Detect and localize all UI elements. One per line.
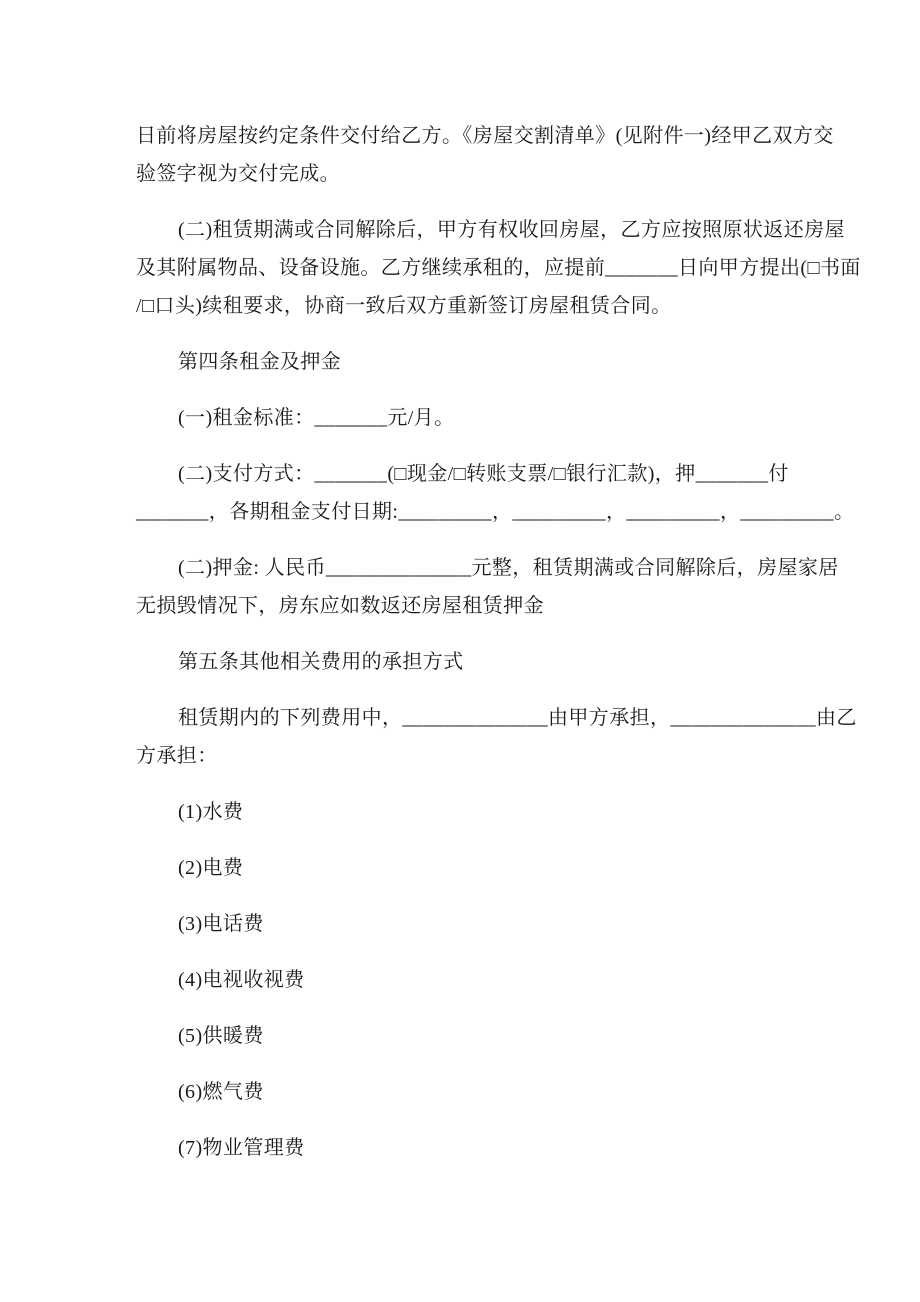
contract-paragraph	[136, 1073, 792, 1111]
contract-text-line: (7)物业管理费	[178, 1137, 305, 1159]
contract-paragraph	[136, 211, 861, 325]
contract-paragraph	[136, 343, 792, 381]
contract-text-line: 第五条其他相关费用的承担方式	[178, 651, 464, 673]
contract-text-line: 租赁期内的下列费用中，______________由甲方承担，______________由乙	[178, 707, 857, 729]
contract-text-line: (二)租赁期满或合同解除后，甲方有权收回房屋，乙方应按照原状返还房屋	[178, 219, 845, 241]
contract-text-line: 验签字视为交付完成。	[136, 163, 340, 185]
contract-paragraph	[136, 961, 792, 999]
contract-text-line: 及其附属物品、设备设施。乙方继续承租的，应提前_______日向甲方提出(□书面	[136, 257, 861, 279]
contract-text-line: (二)押金: 人民币______________元整，租赁期满或合同解除后，房屋家居	[178, 557, 839, 579]
contract-text-line: 日前将房屋按约定条件交付给乙方。《房屋交割清单》(见附件一)经甲乙双方交	[136, 125, 834, 147]
contract-text-line: (5)供暖费	[178, 1025, 264, 1047]
contract-paragraph	[136, 549, 839, 625]
contract-paragraph	[136, 399, 792, 437]
contract-text-line: (2)电费	[178, 857, 244, 879]
contract-text-line: (一)租金标准：_______元/月。	[178, 407, 455, 429]
contract-paragraph	[136, 905, 792, 943]
contract-text-line: (3)电话费	[178, 913, 264, 935]
contract-paragraph	[136, 1017, 792, 1055]
contract-text-line: (1)水费	[178, 801, 244, 823]
contract-paragraph	[136, 1129, 792, 1167]
contract-text-line: (6)燃气费	[178, 1081, 264, 1103]
contract-paragraph	[136, 793, 792, 831]
contract-paragraph	[136, 699, 857, 775]
contract-paragraph	[136, 455, 855, 531]
contract-text-line: /□口头)续租要求，协商一致后双方重新签订房屋租赁合同。	[136, 295, 672, 317]
contract-text-line: 方承担：	[136, 745, 218, 767]
contract-text-line: (二)支付方式：_______(□现金/□转账支票/□银行汇款)，押_______付	[178, 463, 789, 485]
contract-paragraph	[136, 849, 792, 887]
contract-paragraph	[136, 117, 834, 193]
contract-text-line: _______，各期租金支付日期:_________，_________，_________，_________。	[136, 501, 855, 523]
contract-text-line: (4)电视收视费	[178, 969, 305, 991]
contract-paragraph	[136, 643, 792, 681]
contract-text-line: 无损毁情况下，房东应如数返还房屋租赁押金	[136, 595, 544, 617]
contract-text-line: 第四条租金及押金	[178, 351, 342, 373]
